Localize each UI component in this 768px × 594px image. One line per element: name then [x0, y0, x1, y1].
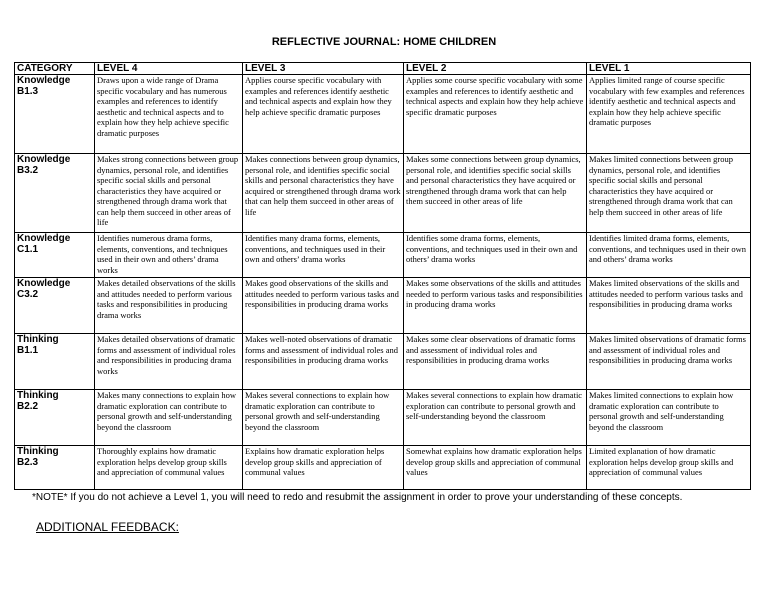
- category-code: B3.2: [17, 165, 39, 176]
- level-2-cell: Applies some course specific vocabulary with some examples and references to identify aesthetic and technical aspects and explain how they help achieve specific dramatic purposes: [404, 75, 587, 154]
- table-row: [15, 390, 751, 446]
- level-3-cell: Makes well-noted observations of dramatic forms and assessment of individual roles and responsibilities in producing drama works: [243, 334, 404, 390]
- level-4-cell: Makes detailed observations of dramatic forms and assessment of individual roles and responsibilities in producing drama works: [95, 334, 243, 390]
- level-3-cell: Explains how dramatic exploration helps develop group skills and appreciation of communal values: [243, 446, 404, 490]
- category-code: B2.2: [17, 401, 39, 412]
- category-name: Knowledge: [17, 75, 71, 86]
- level-1-cell: Limited explanation of how dramatic exploration helps develop group skills and appreciation of communal values: [587, 446, 751, 490]
- level-4-cell: Draws upon a wide range of Drama specific vocabulary and has numerous examples and references to identify aesthetic and technical aspects and to explain how they help achieve specific dramatic purposes: [95, 75, 243, 154]
- category-cell: [15, 154, 95, 233]
- category-code: B1.3: [17, 86, 39, 97]
- category-code: B2.3: [17, 457, 39, 468]
- header-level-4: LEVEL 4: [95, 63, 243, 75]
- rubric-table: [14, 62, 751, 490]
- category-cell: [15, 334, 95, 390]
- category-code: C3.2: [17, 289, 39, 300]
- level-4-cell: Makes detailed observations of the skills and attitudes needed to perform various tasks and responsibilities in producing drama works: [95, 278, 243, 334]
- category-cell: [15, 446, 95, 490]
- level-1-cell: Makes limited connections between group dynamics, personal role, and identifies specific social skills and personal characteristics they have acquired or strengthened through drama work that can help them succeed in other areas of life: [587, 154, 751, 233]
- header-level-3: LEVEL 3: [243, 63, 404, 75]
- level-4-cell: Identifies numerous drama forms, elements, conventions, and techniques used in their own and others’ drama works: [95, 233, 243, 278]
- additional-feedback-label: ADDITIONAL FEEDBACK:: [36, 520, 179, 534]
- category-name: Knowledge: [17, 278, 71, 289]
- category-cell: [15, 75, 95, 154]
- level-2-cell: Makes several connections to explain how dramatic exploration can contribute to personal growth and self-understanding beyond the classroom: [404, 390, 587, 446]
- level-3-cell: Makes good observations of the skills and attitudes needed to perform various tasks and responsibilities in producing drama works: [243, 278, 404, 334]
- category-name: Thinking: [17, 390, 59, 401]
- table-row: [15, 154, 751, 233]
- level-4-cell: Makes strong connections between group dynamics, personal role, and identifies specific social skills and personal characteristics they have acquired or strengthened through drama work that can help them succeed in other areas of life: [95, 154, 243, 233]
- level-4-cell: Thoroughly explains how dramatic exploration helps develop group skills and appreciation of communal values: [95, 446, 243, 490]
- level-1-cell: Makes limited observations of the skills and attitudes needed to perform various tasks and responsibilities in producing drama works: [587, 278, 751, 334]
- level-3-cell: Applies course specific vocabulary with examples and references identify aesthetic and technical aspects and explain how they help achieve specific dramatic purposes: [243, 75, 404, 154]
- category-code: B1.1: [17, 345, 39, 356]
- table-row: [15, 278, 751, 334]
- header-level-1: LEVEL 1: [587, 63, 751, 75]
- page-title: REFLECTIVE JOURNAL: HOME CHILDREN: [271, 36, 497, 48]
- table-row: [15, 233, 751, 278]
- category-name: Knowledge: [17, 233, 71, 244]
- category-code: C1.1: [17, 244, 39, 255]
- category-cell: [15, 278, 95, 334]
- category-name: Knowledge: [17, 154, 71, 165]
- level-1-cell: Makes limited observations of dramatic forms and assessment of individual roles and responsibilities in producing drama works: [587, 334, 751, 390]
- level-2-cell: Identifies some drama forms, elements, conventions, and techniques used in their own and others’ drama works: [404, 233, 587, 278]
- level-3-cell: Makes several connections to explain how dramatic exploration can contribute to personal growth and self-understanding beyond the classroom: [243, 390, 404, 446]
- table-row: [15, 75, 751, 154]
- header-category: CATEGORY: [15, 63, 95, 75]
- level-2-cell: Makes some observations of the skills and attitudes needed to perform various tasks and responsibilities in producing drama works: [404, 278, 587, 334]
- table-row: [15, 334, 751, 390]
- level-3-cell: Identifies many drama forms, elements, conventions, and techniques used in their own and others’ drama works: [243, 233, 404, 278]
- level-2-cell: Makes some clear observations of dramatic forms and assessment of individual roles and responsibilities in producing drama works: [404, 334, 587, 390]
- level-1-cell: Identifies limited drama forms, elements, conventions, and techniques used in their own and others’ drama works: [587, 233, 751, 278]
- level-2-cell: Makes some connections between group dynamics, personal role, and identifies specific social skills and personal characteristics they have acquired or strengthened through drama work that can help them succeed in other areas of life: [404, 154, 587, 233]
- category-cell: [15, 390, 95, 446]
- header-row: [15, 63, 751, 75]
- level-3-cell: Makes connections between group dynamics, personal role, and identifies specific social skills and personal characteristics they have acquired or strengthened through drama work that can help them succeed in other areas of life: [243, 154, 404, 233]
- level-1-cell: Applies limited range of course specific vocabulary with few examples and references identify aesthetic and technical aspects and explain how they help achieve specific dramatic purposes: [587, 75, 751, 154]
- resubmit-note: *NOTE* If you do not achieve a Level 1, you will need to redo and resubmit the assignment in order to prove your understanding of these concepts.: [32, 492, 683, 503]
- table-row: [15, 446, 751, 490]
- level-1-cell: Makes limited connections to explain how dramatic exploration can contribute to personal growth and self-understanding beyond the classroom: [587, 390, 751, 446]
- category-name: Thinking: [17, 446, 59, 457]
- category-name: Thinking: [17, 334, 59, 345]
- header-level-2: LEVEL 2: [404, 63, 587, 75]
- level-2-cell: Somewhat explains how dramatic exploration helps develop group skills and appreciation of communal values: [404, 446, 587, 490]
- level-4-cell: Makes many connections to explain how dramatic exploration can contribute to personal growth and self-understanding beyond the classroom: [95, 390, 243, 446]
- category-cell: [15, 233, 95, 278]
